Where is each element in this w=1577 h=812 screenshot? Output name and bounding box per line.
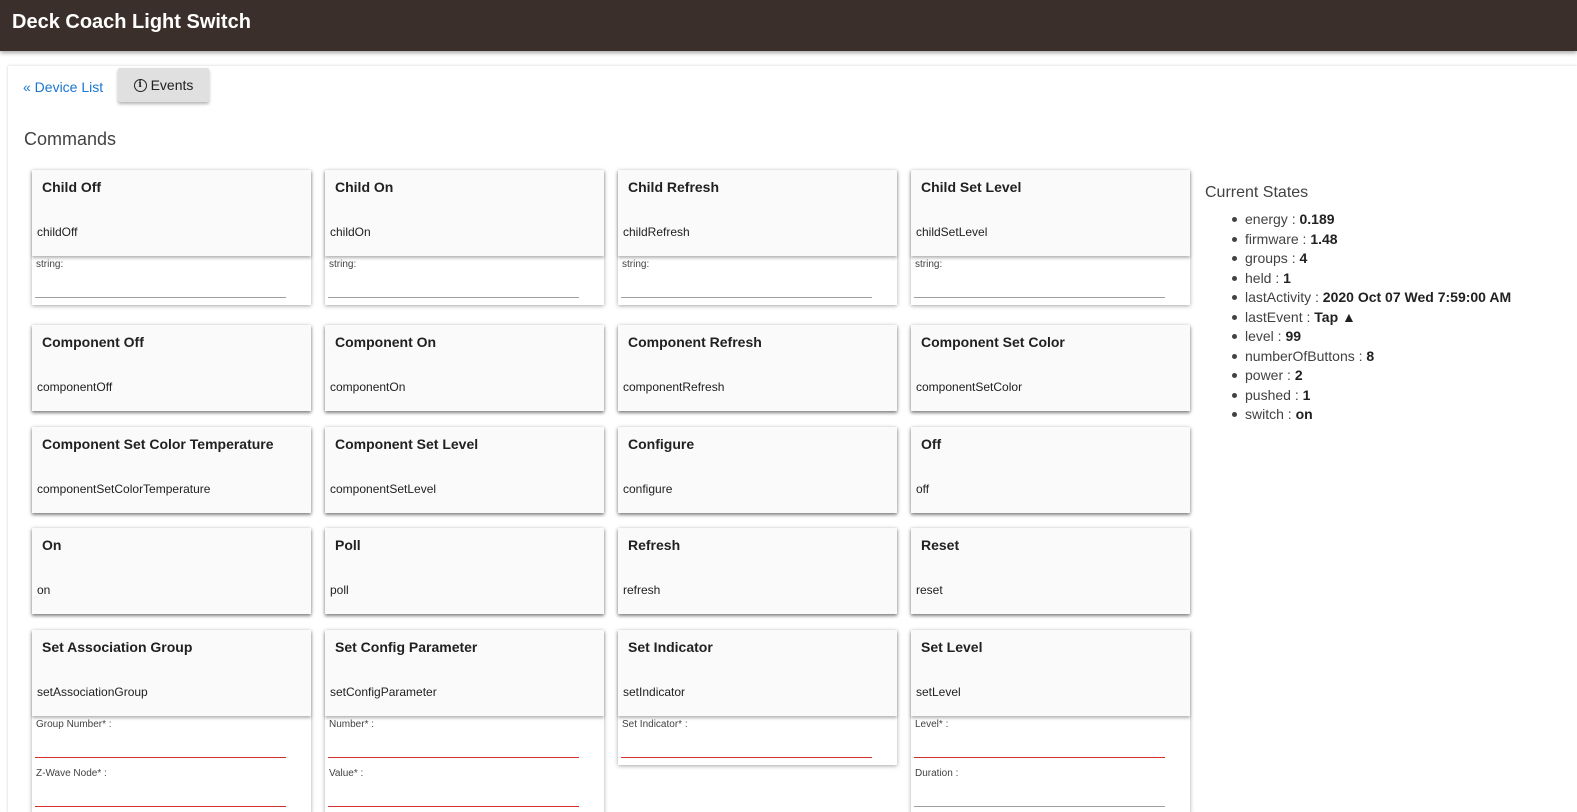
- command-title: Child Refresh: [628, 179, 720, 195]
- state-value: 1: [1302, 386, 1311, 403]
- state-item-energy: [1232, 211, 1511, 231]
- command-card-poll: [325, 528, 604, 614]
- command-button-configure[interactable]: [618, 427, 897, 513]
- command-card-componentSetLevel: [325, 427, 604, 513]
- command-field: [618, 716, 897, 765]
- command-button-childSetLevel[interactable]: [911, 170, 1190, 256]
- events-button[interactable]: [118, 68, 209, 102]
- state-key: power: [1245, 367, 1284, 383]
- command-title: Set Level: [921, 639, 983, 655]
- field-input[interactable]: [35, 278, 286, 298]
- state-item-groups: [1232, 250, 1511, 270]
- state-separator: :: [1302, 308, 1315, 325]
- command-card-componentOff: [32, 325, 311, 411]
- state-separator: :: [1273, 328, 1286, 344]
- state-separator: :: [1290, 386, 1303, 403]
- command-name: refresh: [623, 583, 661, 597]
- command-name: childRefresh: [623, 225, 690, 239]
- state-item-level: [1232, 328, 1511, 348]
- command-card-componentRefresh: [618, 325, 897, 411]
- command-button-componentSetLevel[interactable]: [325, 427, 604, 513]
- command-title: Set Association Group: [42, 639, 193, 655]
- info-icon: i: [134, 79, 147, 92]
- command-card-componentOn: [325, 325, 604, 411]
- field-input[interactable]: [914, 278, 1165, 298]
- command-name: componentRefresh: [623, 380, 725, 394]
- command-button-componentSetColor[interactable]: [911, 325, 1190, 411]
- state-key: held: [1245, 269, 1272, 286]
- command-title: Child On: [335, 179, 394, 195]
- command-card-childRefresh: [618, 170, 897, 305]
- command-name: setAssociationGroup: [37, 685, 148, 699]
- state-item-firmware: [1232, 231, 1511, 251]
- current-states-list: [1232, 211, 1511, 426]
- state-separator: :: [1354, 347, 1367, 364]
- events-button-label: Events: [150, 77, 194, 93]
- command-name: off: [916, 482, 930, 496]
- command-card-childSetLevel: [911, 170, 1190, 305]
- command-title: On: [42, 537, 62, 553]
- state-key: energy: [1245, 211, 1288, 227]
- command-field: [911, 256, 1190, 305]
- state-item-pushed: [1232, 387, 1511, 407]
- command-name: componentSetColorTemperature: [37, 482, 211, 496]
- command-field: [911, 716, 1190, 765]
- command-button-poll[interactable]: [325, 528, 604, 614]
- command-field: [325, 716, 604, 765]
- command-title: Component Set Color Temperature: [42, 436, 274, 452]
- state-key: lastActivity: [1245, 289, 1312, 305]
- command-card-off: [911, 427, 1190, 513]
- command-field: [911, 765, 1190, 812]
- field-label: Duration :: [915, 768, 959, 779]
- command-title: Child Off: [42, 179, 102, 195]
- state-separator: :: [1311, 289, 1323, 305]
- field-input[interactable]: [35, 738, 286, 758]
- command-title: Component Refresh: [628, 334, 762, 350]
- command-field: [32, 256, 311, 305]
- command-field: [325, 256, 604, 305]
- state-value: 2020 Oct 07 Wed 7:59:00 AM: [1322, 289, 1512, 305]
- command-title: Set Indicator: [628, 639, 713, 655]
- command-card-setIndicator: [618, 630, 897, 765]
- field-label: Group Number* :: [36, 719, 112, 730]
- state-key: lastEvent: [1245, 308, 1303, 325]
- field-input[interactable]: [914, 787, 1165, 807]
- command-name: componentOn: [330, 380, 406, 394]
- command-button-childRefresh[interactable]: [618, 170, 897, 256]
- field-input[interactable]: [328, 738, 579, 758]
- command-title: Component On: [335, 334, 437, 350]
- command-button-childOff[interactable]: [32, 170, 311, 256]
- field-input[interactable]: [914, 738, 1165, 758]
- command-name: childOff: [37, 225, 78, 239]
- field-label: Level* :: [915, 719, 949, 730]
- command-name: reset: [916, 583, 943, 597]
- command-title: Component Set Color: [921, 334, 1065, 350]
- field-input[interactable]: [328, 278, 579, 298]
- command-card-reset: [911, 528, 1190, 614]
- field-label: string:: [915, 259, 943, 270]
- field-input[interactable]: [621, 738, 872, 758]
- command-name: on: [37, 583, 51, 597]
- state-value: 2: [1294, 367, 1303, 383]
- command-title: Refresh: [628, 537, 681, 553]
- state-key: numberOfButtons: [1245, 347, 1355, 364]
- command-title: Reset: [921, 537, 960, 553]
- state-item-lastEvent: [1232, 309, 1511, 329]
- state-item-held: [1232, 270, 1511, 290]
- state-item-lastActivity: [1232, 289, 1511, 309]
- state-item-switch: [1232, 406, 1511, 426]
- command-name: poll: [330, 583, 349, 597]
- state-key: switch: [1245, 406, 1284, 422]
- command-button-componentSetColorTemperature[interactable]: [32, 427, 311, 513]
- command-name: componentOff: [37, 380, 113, 394]
- current-states-heading: Current States: [1205, 184, 1309, 201]
- field-input[interactable]: [328, 787, 579, 807]
- command-button-refresh[interactable]: [618, 528, 897, 614]
- command-card-on: [32, 528, 311, 614]
- state-item-numberOfButtons: [1232, 348, 1511, 368]
- command-card-refresh: [618, 528, 897, 614]
- command-card-childOff: [32, 170, 311, 305]
- field-label: Z-Wave Node* :: [36, 768, 107, 779]
- field-label: Set Indicator* :: [622, 719, 688, 730]
- command-name: configure: [623, 482, 673, 496]
- state-value: 4: [1299, 250, 1308, 266]
- state-value: 1.48: [1310, 230, 1338, 247]
- state-value: Tap ▲: [1314, 308, 1356, 325]
- field-input[interactable]: [35, 787, 286, 807]
- command-name: setConfigParameter: [330, 685, 437, 699]
- page-title: Deck Coach Light Switch: [12, 11, 251, 33]
- command-button-componentOff[interactable]: [32, 325, 311, 411]
- state-value: 8: [1366, 347, 1375, 364]
- state-key: firmware: [1245, 230, 1299, 247]
- field-label: string:: [622, 259, 650, 270]
- command-name: childSetLevel: [916, 225, 988, 239]
- command-button-setConfigParameter[interactable]: [325, 630, 604, 716]
- state-value: 1: [1283, 269, 1291, 286]
- state-key: pushed: [1245, 386, 1291, 403]
- command-card-componentSetColorTemperature: [32, 427, 311, 513]
- command-card-setLevel: [911, 630, 1190, 812]
- field-label: Value* :: [329, 768, 364, 779]
- command-title: Off: [921, 436, 942, 452]
- command-name: componentSetLevel: [330, 482, 437, 496]
- state-separator: :: [1283, 367, 1295, 383]
- command-title: Component Set Level: [335, 436, 479, 452]
- command-title: Configure: [628, 436, 695, 452]
- app-header: [0, 0, 1577, 51]
- state-value: 0.189: [1299, 211, 1335, 227]
- command-title: Component Off: [42, 334, 144, 350]
- field-input[interactable]: [621, 278, 872, 298]
- command-button-setIndicator[interactable]: [618, 630, 897, 716]
- command-field: [618, 256, 897, 305]
- device-list-link[interactable]: « Device List: [23, 79, 104, 95]
- command-card-childOn: [325, 170, 604, 305]
- command-title: Set Config Parameter: [335, 639, 478, 655]
- command-card-componentSetColor: [911, 325, 1190, 411]
- state-key: groups: [1245, 250, 1288, 266]
- state-item-power: [1232, 367, 1511, 387]
- state-separator: :: [1287, 250, 1300, 266]
- command-button-setLevel[interactable]: [911, 630, 1190, 716]
- command-button-on[interactable]: [32, 528, 311, 614]
- command-title: Poll: [335, 537, 361, 553]
- command-button-reset[interactable]: [911, 528, 1190, 614]
- command-button-componentOn[interactable]: [325, 325, 604, 411]
- state-value: 99: [1285, 328, 1302, 344]
- command-button-componentRefresh[interactable]: [618, 325, 897, 411]
- command-card-configure: [618, 427, 897, 513]
- command-field: [32, 716, 311, 765]
- command-card-setAssociationGroup: [32, 630, 311, 812]
- command-button-childOn[interactable]: [325, 170, 604, 256]
- command-title: Child Set Level: [921, 179, 1022, 195]
- state-value: on: [1295, 406, 1313, 422]
- state-separator: :: [1271, 269, 1284, 286]
- command-name: childOn: [330, 225, 371, 239]
- state-separator: :: [1298, 230, 1311, 247]
- commands-heading: Commands: [24, 129, 117, 149]
- command-field: [32, 765, 311, 812]
- command-name: componentSetColor: [916, 380, 1023, 394]
- state-key: level: [1245, 328, 1274, 344]
- field-label: string:: [36, 259, 64, 270]
- command-field: [325, 765, 604, 812]
- state-separator: :: [1287, 211, 1300, 227]
- command-name: setIndicator: [623, 685, 686, 699]
- field-label: string:: [329, 259, 357, 270]
- command-button-setAssociationGroup[interactable]: [32, 630, 311, 716]
- command-name: setLevel: [916, 685, 961, 699]
- field-label: Number* :: [329, 719, 375, 730]
- command-card-setConfigParameter: [325, 630, 604, 812]
- command-button-off[interactable]: [911, 427, 1190, 513]
- state-separator: :: [1283, 406, 1296, 422]
